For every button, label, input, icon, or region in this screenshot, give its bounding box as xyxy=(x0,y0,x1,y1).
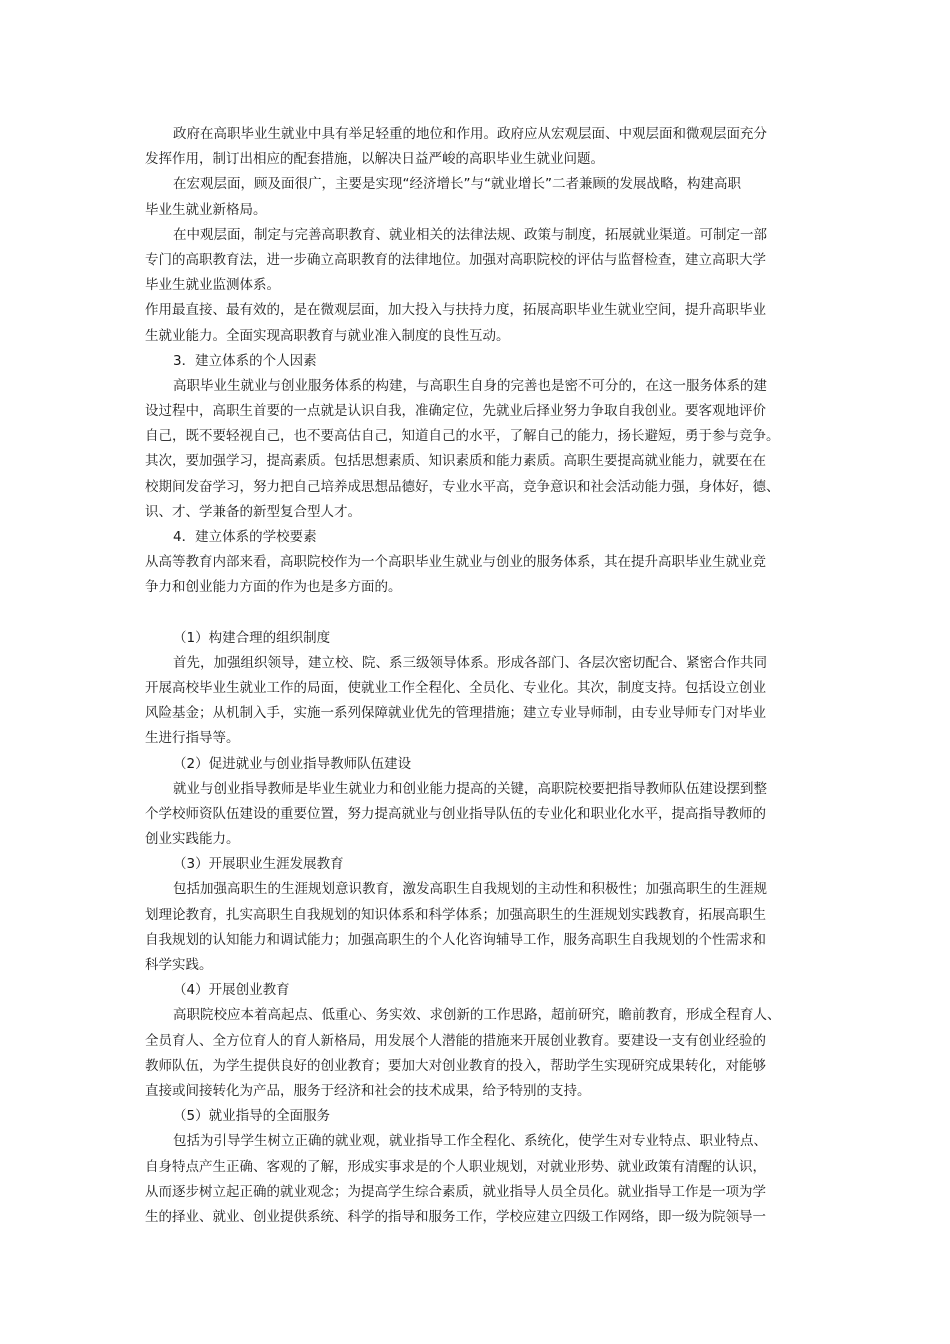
paragraph-line: 高职毕业生就业与创业服务体系的构建，与高职生自身的完善也是密不可分的，在这一服务体系的建 xyxy=(173,377,767,394)
paragraph xyxy=(145,550,815,600)
document-body xyxy=(145,122,815,1230)
paragraph-line: 从高等教育内部来看，高职院校作为一个高职毕业生就业与创业的服务体系，其在提升高职毕业生就业竞 xyxy=(145,554,766,571)
section-heading xyxy=(145,626,815,651)
paragraph-line: 就业与创业指导教师是毕业生就业力和创业能力提高的关键，高职院校要把指导教师队伍建设摆到整 xyxy=(173,780,767,797)
paragraph-line: 生就业能力。全面实现高职教育与就业准入制度的良性互动。 xyxy=(145,327,510,344)
paragraph-line: 包括为引导学生树立正确的就业观，就业指导工作全程化、系统化，使学生对专业特点、职业特点、 xyxy=(173,1133,767,1150)
section-heading xyxy=(145,852,815,877)
paragraph-line: 生的择业、就业、创业提供系统、科学的指导和服务工作，学校应建立四级工作网络，即一级为院领导一 xyxy=(145,1208,766,1225)
paragraph-line: 个学校师资队伍建设的重要位置，努力提高就业与创业指导队伍的专业化和职业化水平，提高指导教师的 xyxy=(145,805,766,822)
paragraph xyxy=(145,172,815,222)
paragraph-line: 生进行指导等。 xyxy=(145,730,240,747)
paragraph-line: 争力和创业能力方面的作为也是多方面的。 xyxy=(145,579,402,596)
paragraph-line: 政府在高职毕业生就业中具有举足轻重的地位和作用。政府应从宏观层面、中观层面和微观层面充分 xyxy=(173,126,767,142)
paragraph-line: 从而逐步树立起正确的就业观念；为提高学生综合素质，就业指导人员全员化。就业指导工作是一项为学 xyxy=(145,1183,766,1200)
paragraph-line: 设过程中，高职生首要的一点就是认识自我，准确定位，先就业后择业努力争取自我创业。要客观地评价 xyxy=(145,403,766,420)
paragraph-line: 发挥作用，制订出相应的配套措施，以解决日益严峻的高职毕业生就业问题。 xyxy=(145,151,604,168)
section-heading xyxy=(145,978,815,1003)
blank-line xyxy=(145,601,815,626)
section-heading xyxy=(145,525,815,550)
paragraph xyxy=(145,777,815,853)
paragraph-line: 毕业生就业监测体系。 xyxy=(145,277,280,294)
paragraph-line: 作用最直接、最有效的，是在微观层面，加大投入与扶持力度，拓展高职毕业生就业空间，提升高职毕业 xyxy=(145,302,766,319)
paragraph-line: 校期间发奋学习，努力把自己培养成思想品德好，专业水平高，竞争意识和社会活动能力强，身体好，德、 xyxy=(145,478,780,495)
paragraph xyxy=(145,651,815,752)
paragraph-line: 在中观层面，制定与完善高职教育、就业相关的法律法规、政策与制度，拓展就业渠道。可制定一部 xyxy=(173,226,767,243)
paragraph xyxy=(145,1129,815,1230)
paragraph-line: 开展高校毕业生就业工作的局面，使就业工作全程化、全员化、专业化。其次，制度支持。包括设立创业 xyxy=(145,679,766,696)
paragraph-line: 识、才、学兼备的新型复合型人才。 xyxy=(145,503,361,520)
paragraph-line: 教师队伍，为学生提供良好的创业教育；要加大对创业教育的投入，帮助学生实现研究成果转化，对能够 xyxy=(145,1057,766,1074)
paragraph xyxy=(145,122,815,172)
paragraph-line: 毕业生就业新格局。 xyxy=(145,201,267,218)
paragraph-line: 首先，加强组织领导，建立校、院、系三级领导体系。形成各部门、各层次密切配合、紧密合作共同 xyxy=(173,654,767,671)
paragraph xyxy=(145,298,815,348)
heading-text: （4）开展创业教育 xyxy=(173,982,290,999)
heading-text: （3）开展职业生涯发展教育 xyxy=(173,856,344,873)
heading-text: 3．建立体系的个人因素 xyxy=(173,352,317,369)
paragraph-line: 高职院校应本着高起点、低重心、务实效、求创新的工作思路，超前研究，瞻前教育，形成全程育人、 xyxy=(173,1007,781,1024)
paragraph xyxy=(145,223,815,299)
paragraph-line: 全员育人、全方位育人的育人新格局，用发展个人潜能的措施来开展创业教育。要建设一支有创业经验的 xyxy=(145,1032,766,1049)
paragraph xyxy=(145,1003,815,1104)
paragraph xyxy=(145,374,815,525)
paragraph-line: 风险基金；从机制入手，实施一系列保障就业优先的管理措施；建立专业导师制，由专业导师专门对毕业 xyxy=(145,705,766,722)
paragraph-line: 自身特点产生正确、客观的了解，形成实事求是的个人职业规划，对就业形势、就业政策有清醒的认识， xyxy=(145,1158,766,1175)
paragraph-line: 科学实践。 xyxy=(145,957,213,973)
paragraph-line: 直接或间接转化为产品，服务于经济和社会的技术成果，给予特别的支持。 xyxy=(145,1082,591,1099)
paragraph xyxy=(145,877,815,978)
paragraph-line: 包括加强高职生的生涯规划意识教育，激发高职生自我规划的主动性和积极性；加强高职生的生涯规 xyxy=(173,881,767,898)
paragraph-line: 划理论教育，扎实高职生自我规划的知识体系和科学体系；加强高职生的生涯规划实践教育，拓展高职生 xyxy=(145,906,766,923)
heading-text: （1）构建合理的组织制度 xyxy=(173,629,331,646)
section-heading xyxy=(145,349,815,374)
paragraph-line: 自己，既不要轻视自己，也不要高估自己，知道自己的水平，了解自己的能力，扬长避短，勇于参与竞争。 xyxy=(145,428,780,445)
heading-text: （5）就业指导的全面服务 xyxy=(173,1108,331,1125)
paragraph-line: 自我规划的认知能力和调试能力；加强高职生的个人化咨询辅导工作，服务高职生自我规划的个性需求和 xyxy=(145,931,766,948)
paragraph-line: 其次，要加强学习，提高素质。包括思想素质、知识素质和能力素质。高职生要提高就业能力，就要在在 xyxy=(145,453,766,470)
paragraph-line: 创业实践能力。 xyxy=(145,831,240,848)
section-heading xyxy=(145,752,815,777)
heading-text: 4．建立体系的学校要素 xyxy=(173,529,317,545)
heading-text: （2）促进就业与创业指导教师队伍建设 xyxy=(173,755,412,772)
section-heading xyxy=(145,1104,815,1129)
paragraph-line: 专门的高职教育法，进一步确立高职教育的法律地位。加强对高职院校的评估与监督检查，建立高职大学 xyxy=(145,251,766,268)
paragraph-line: 在宏观层面，顾及面很广，主要是实现“经济增长”与“就业增长”二者兼顾的发展战略，构建高职 xyxy=(173,176,741,193)
